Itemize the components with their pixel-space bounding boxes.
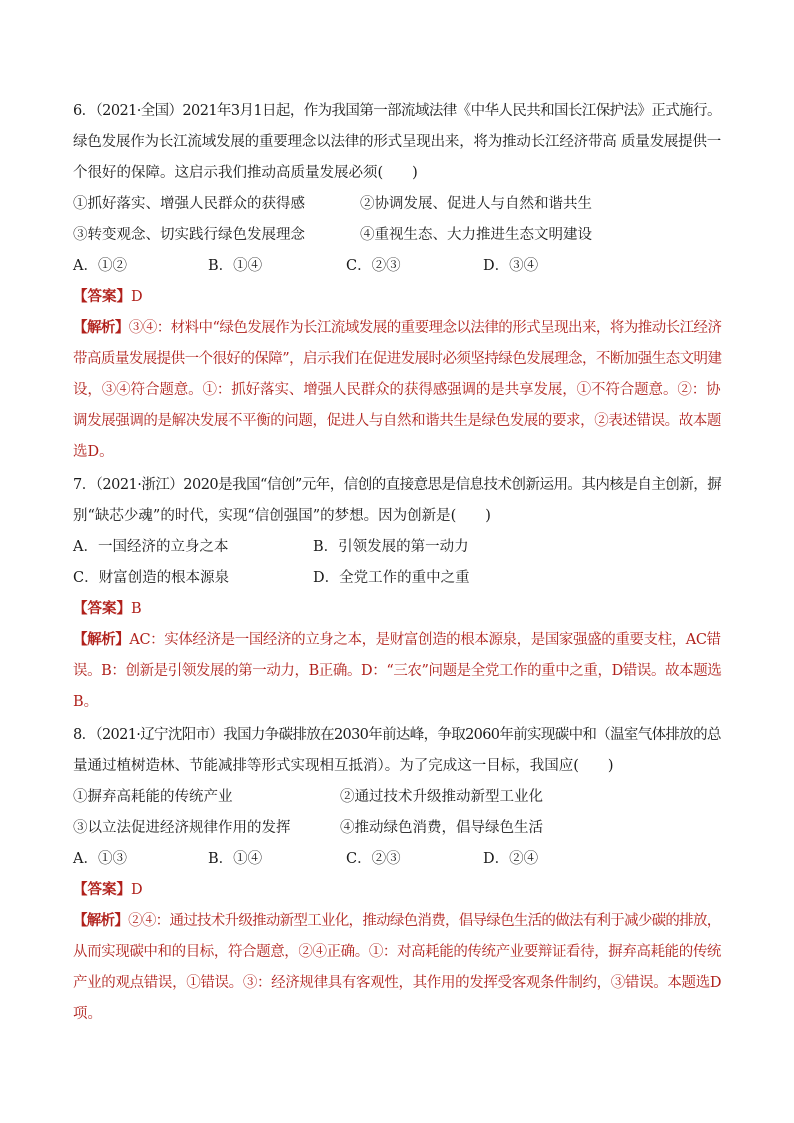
answer-value: D xyxy=(131,882,143,898)
q6-analysis-line-1: 【解析】③④：材料中“绿色发展作为长江流域发展的重要理念以法律的形式呈现出来，将为推动长江经济 xyxy=(73,319,722,336)
q8-statement-2: ②通过技术升级推动新型工业化 xyxy=(340,789,543,805)
q6-option-b: B．①④ xyxy=(208,258,263,274)
q7-option-b: B．引领发展的第一动力 xyxy=(313,539,469,555)
q6-analysis-line-2: 带高质量发展提供一个很好的保障”，启示我们在促进发展时必须坚持绿色发展理念，不断加强生态文明建 xyxy=(73,351,722,367)
q6-analysis-line-5: 选D。 xyxy=(73,444,114,460)
q7-option-d: D．全党工作的重中之重 xyxy=(313,570,470,586)
q6-stem-line-1: 6．（2021·全国）2021年3月1日起，作为我国第一部流域法律《中华人民共和国长江保护法》正式施行。 xyxy=(73,103,721,119)
q6-answer xyxy=(73,287,143,307)
q7-analysis-line-2: 误。B：创新是引领发展的第一动力，B正确。D：“三农”问题是全党工作的重中之重，D错误。故本题选 xyxy=(73,663,722,679)
q8-answer xyxy=(73,880,143,900)
q6-stem-line-2: 绿色发展作为长江流域发展的重要理念以法律的形式呈现出来，将为推动长江经济带高 质量发展提供一 xyxy=(73,134,722,150)
q8-option-d: D．②④ xyxy=(483,851,539,867)
q8-analysis-line-4: 项。 xyxy=(73,1006,102,1022)
q8-option-a: A．①③ xyxy=(73,851,127,867)
q6-option-c: C．②③ xyxy=(346,258,401,274)
q8-statement-4: ④推动绿色消费，倡导绿色生活 xyxy=(340,820,543,836)
q6-statement-4: ④重视生态、大力推进生态文明建设 xyxy=(360,227,592,243)
q7-option-c: C．财富创造的根本源泉 xyxy=(73,570,230,586)
q6-statement-3: ③转变观念、切实践行绿色发展理念 xyxy=(73,227,305,243)
answer-tag: 【答案】 xyxy=(73,288,131,305)
q8-statement-3: ③以立法促进经济规律作用的发挥 xyxy=(73,820,291,836)
q8-stem-line-2: 量通过植树造林、节能减排等形式实现相互抵消）。为了完成这一目标，我国应( ) xyxy=(73,758,614,774)
q8-option-b: B．①④ xyxy=(208,851,263,867)
q8-option-c: C．②③ xyxy=(346,851,401,867)
answer-value: B xyxy=(131,601,142,617)
q7-stem-line-2: 别“缺芯少魂”的时代，实现“信创强国”的梦想。因为创新是( ) xyxy=(73,508,491,524)
q8-statement-1: ①摒弃高耗能的传统产业 xyxy=(73,789,233,805)
analysis-tag: 【解析】 xyxy=(73,912,129,929)
q8-analysis-line-2: 从而实现碳中和的目标，符合题意，②④正确。①：对高耗能的传统产业要辩证看待，摒弃高耗能的传统 xyxy=(73,944,721,960)
q6-option-d: D．③④ xyxy=(483,258,539,274)
q7-stem-line-1: 7．（2021·浙江）2020是我国“信创”元年，信创的直接意思是信息技术创新运用。其内核是自主创新，摒 xyxy=(73,477,722,493)
q6-option-a: A．①② xyxy=(73,258,127,274)
q6-analysis-line-3: 设，③④符合题意。①：抓好落实、增强人民群众的获得感强调的是共享发展，①不符合题意。②：协 xyxy=(73,382,721,398)
q8-stem-line-1: 8．（2021·辽宁沈阳市）我国力争碳排放在2030年前达峰，争取2060年前实现碳中和（温室气体排放的总 xyxy=(73,727,721,743)
q8-analysis-line-1: 【解析】②④：通过技术升级推动新型工业化，推动绿色消费，倡导绿色生活的做法有利于减少碳的排放， xyxy=(73,912,721,929)
answer-value: D xyxy=(131,289,143,305)
q7-option-a: A．一国经济的立身之本 xyxy=(73,539,229,555)
q7-analysis-line-1: 【解析】AC：实体经济是一国经济的立身之本，是财富创造的根本源泉，是国家强盛的重要支柱，AC错 xyxy=(73,631,721,648)
q6-analysis-line-4: 调发展强调的是解决发展不平衡的问题，促进人与自然和谐共生是绿色发展的要求，②表述错误。故本题 xyxy=(73,413,721,429)
q8-analysis-line-3: 产业的观点错误，①错误。③：经济规律具有客观性，其作用的发挥受客观条件制约，③错误。本题选D xyxy=(73,975,722,991)
q7-analysis-line-3: B。 xyxy=(73,694,99,710)
q6-stem-line-3: 个很好的保障。这启示我们推动高质量发展必须( ) xyxy=(73,165,418,181)
answer-tag: 【答案】 xyxy=(73,600,131,617)
q7-answer xyxy=(73,599,142,619)
q6-statement-2: ②协调发展、促进人与自然和谐共生 xyxy=(360,196,592,212)
q6-statement-1: ①抓好落实、增强人民群众的获得感 xyxy=(73,196,305,212)
answer-tag: 【答案】 xyxy=(73,881,131,898)
analysis-tag: 【解析】 xyxy=(73,319,129,336)
analysis-tag: 【解析】 xyxy=(73,631,130,648)
